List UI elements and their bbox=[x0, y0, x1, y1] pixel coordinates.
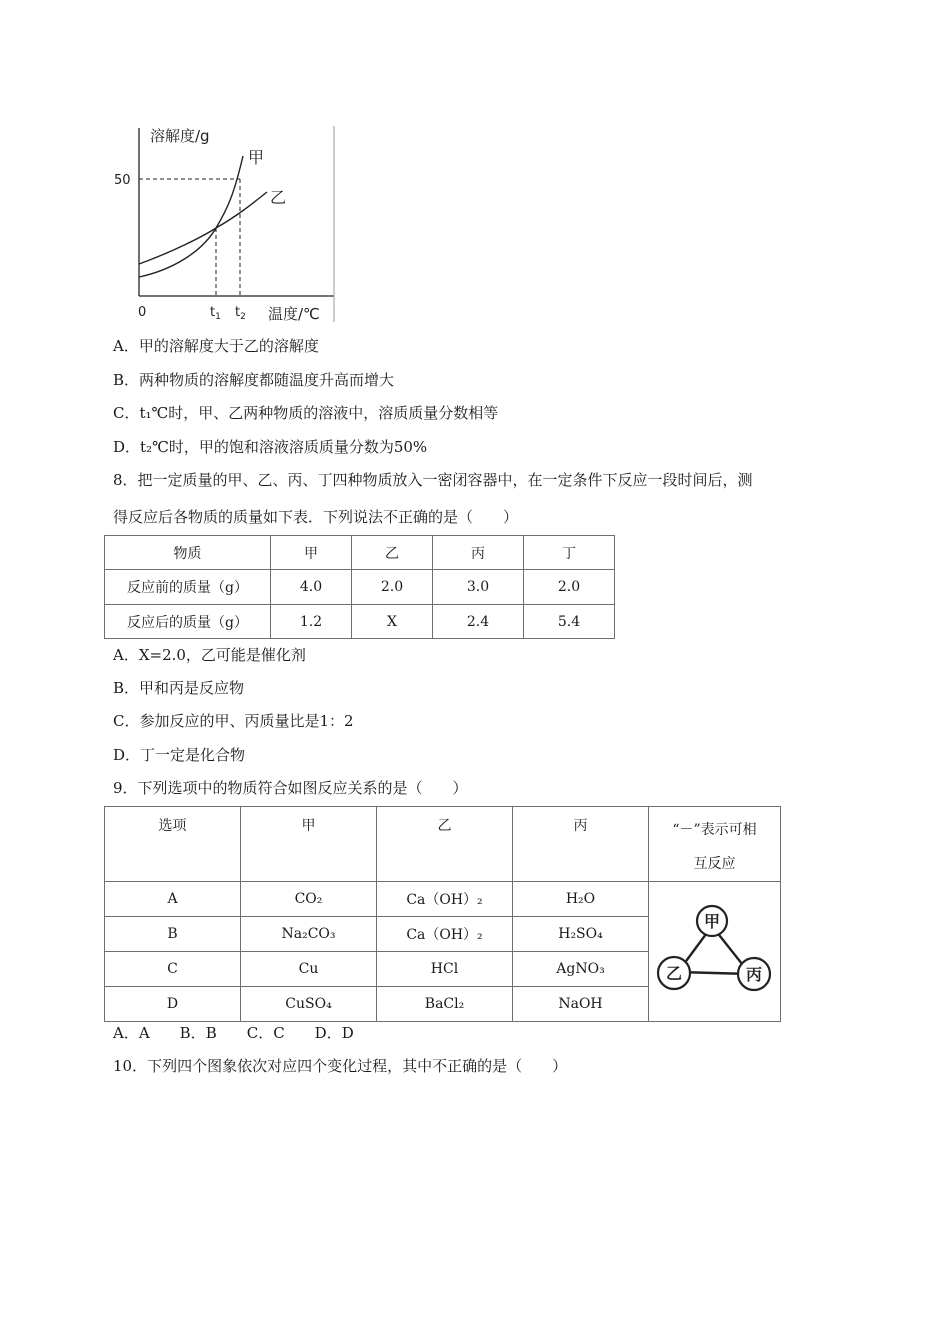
table-header-row bbox=[105, 536, 615, 570]
table-cell: A bbox=[105, 882, 241, 917]
q7-option-c: C．t₁℃时，甲、乙两种物质的溶液中，溶质质量分数相等 bbox=[113, 404, 499, 422]
table-cell: 2.4 bbox=[433, 605, 524, 639]
q9-table bbox=[104, 806, 781, 1022]
q8-table bbox=[104, 535, 615, 639]
note-line-2: 互反应 bbox=[693, 856, 736, 872]
node-bing-label: 丙 bbox=[745, 964, 762, 984]
table-cell: HCl bbox=[377, 952, 513, 987]
table-header-row bbox=[105, 807, 781, 882]
series-jia-curve bbox=[139, 156, 243, 277]
table-cell: 4.0 bbox=[271, 570, 352, 605]
table-header-cell: 丙 bbox=[433, 536, 524, 570]
q8-option-a: A．X=2.0，乙可能是催化剂 bbox=[113, 646, 306, 664]
q7-option-d: D．t₂℃时，甲的饱和溶液溶质质量分数为50% bbox=[113, 438, 428, 456]
table-cell: Na₂CO₃ bbox=[241, 917, 377, 952]
q8-option-d: D．丁一定是化合物 bbox=[113, 746, 246, 764]
series-yi-curve bbox=[139, 192, 267, 264]
table-cell: X bbox=[352, 605, 433, 639]
table-cell: B bbox=[105, 917, 241, 952]
table-cell: 3.0 bbox=[433, 570, 524, 605]
table-cell: AgNO₃ bbox=[513, 952, 649, 987]
q10-stem: 10．下列四个图象依次对应四个变化过程，其中不正确的是（ ） bbox=[113, 1057, 568, 1075]
table-row bbox=[105, 570, 615, 605]
y-tick-50: 50 bbox=[114, 173, 131, 188]
table-cell: 2.0 bbox=[524, 570, 615, 605]
series-jia-label: 甲 bbox=[248, 148, 265, 167]
q9-options: A．A B．B C．C D．D bbox=[113, 1024, 354, 1042]
x-axis-label: 温度/℃ bbox=[268, 305, 320, 323]
table-cell: BaCl₂ bbox=[377, 987, 513, 1022]
table-cell: 1.2 bbox=[271, 605, 352, 639]
table-cell: 5.4 bbox=[524, 605, 615, 639]
table-cell: Ca（OH）₂ bbox=[377, 882, 513, 917]
table-row bbox=[105, 882, 781, 917]
table-cell: 反应后的质量（g） bbox=[105, 605, 271, 639]
solubility-chart bbox=[112, 122, 342, 326]
table-header-cell: 甲 bbox=[271, 536, 352, 570]
series-yi-label: 乙 bbox=[270, 188, 287, 207]
table-cell: NaOH bbox=[513, 987, 649, 1022]
table-cell: Cu bbox=[241, 952, 377, 987]
table-header-cell: 乙 bbox=[377, 807, 513, 882]
x-tick-t1: $t_1$ bbox=[210, 305, 221, 322]
table-header-cell: 丙 bbox=[513, 807, 649, 882]
table-cell: CO₂ bbox=[241, 882, 377, 917]
q8-stem-line1: 8．把一定质量的甲、乙、丙、丁四种物质放入一密闭容器中，在一定条件下反应一段时间后，测 bbox=[113, 471, 753, 489]
origin-label: 0 bbox=[138, 305, 147, 320]
table-header-cell: 甲 bbox=[241, 807, 377, 882]
table-header-cell: 选项 bbox=[105, 807, 241, 882]
q9-stem: 9．下列选项中的物质符合如图反应关系的是（ ） bbox=[113, 779, 468, 797]
q7-option-b: B．两种物质的溶解度都随温度升高而增大 bbox=[113, 371, 395, 389]
q7-option-a: A．甲的溶解度大于乙的溶解度 bbox=[113, 337, 319, 355]
table-cell: C bbox=[105, 952, 241, 987]
table-cell: H₂SO₄ bbox=[513, 917, 649, 952]
table-row bbox=[105, 605, 615, 639]
table-header-cell: 乙 bbox=[352, 536, 433, 570]
y-axis-label: 溶解度/g bbox=[150, 127, 210, 145]
note-line-1: “－”表示可相 bbox=[672, 822, 757, 838]
q8-option-b: B．甲和丙是反应物 bbox=[113, 679, 245, 697]
x-tick-t2: $t_2$ bbox=[235, 305, 246, 322]
table-note-cell bbox=[649, 807, 781, 882]
diagram-cell bbox=[649, 882, 781, 1022]
table-cell: Ca（OH）₂ bbox=[377, 917, 513, 952]
table-cell: CuSO₄ bbox=[241, 987, 377, 1022]
table-cell: 2.0 bbox=[352, 570, 433, 605]
table-header-cell: 物质 bbox=[105, 536, 271, 570]
node-yi-label: 乙 bbox=[665, 963, 682, 983]
table-header-cell: 丁 bbox=[524, 536, 615, 570]
node-jia-label: 甲 bbox=[703, 911, 720, 931]
table-cell: H₂O bbox=[513, 882, 649, 917]
q8-stem-line2: 得反应后各物质的质量如下表．下列说法不正确的是（ ） bbox=[113, 508, 519, 526]
table-cell: 反应前的质量（g） bbox=[105, 570, 271, 605]
q8-option-c: C．参加反应的甲、丙质量比是1：2 bbox=[113, 712, 354, 730]
table-cell: D bbox=[105, 987, 241, 1022]
reaction-triangle-diagram bbox=[650, 902, 780, 1002]
